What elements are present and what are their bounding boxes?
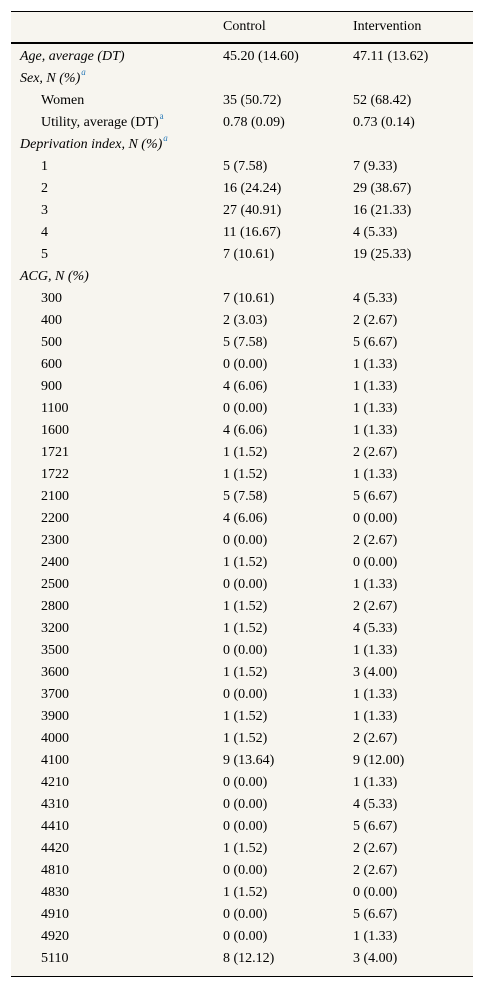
cell-control: 1 (1.52) <box>223 621 268 636</box>
table-row <box>11 860 473 882</box>
row-label-text: 2400 <box>41 555 69 570</box>
table-row <box>11 200 473 222</box>
cell-control: 27 (40.91) <box>223 203 282 218</box>
cell-intervention: 1 (1.33) <box>353 401 398 416</box>
row-label <box>41 288 62 310</box>
cell-control: 35 (50.72) <box>223 93 282 108</box>
cell-control: 0 (0.00) <box>223 687 268 702</box>
row-label <box>41 904 69 926</box>
row-label <box>41 948 68 970</box>
row-label-text: 4830 <box>41 885 69 900</box>
row-label-text: 1600 <box>41 423 69 438</box>
table-row <box>11 904 473 926</box>
header-control: Control <box>223 19 266 34</box>
cell-control: 1 (1.52) <box>223 709 268 724</box>
cell-intervention: 4 (5.33) <box>353 225 398 240</box>
row-label <box>41 310 62 332</box>
row-label <box>41 574 69 596</box>
row-label-text: 1722 <box>41 467 69 482</box>
row-label <box>41 464 69 486</box>
table-row <box>11 266 473 288</box>
row-label <box>41 398 68 420</box>
cell-control: 9 (13.64) <box>223 753 275 768</box>
cell-control: 2 (3.03) <box>223 313 268 328</box>
header-intervention: Intervention <box>353 19 422 34</box>
row-label <box>41 860 69 882</box>
table-row <box>11 640 473 662</box>
cell-control: 7 (10.61) <box>223 291 275 306</box>
table-row <box>11 816 473 838</box>
table-row <box>11 882 473 904</box>
table-row <box>11 134 473 156</box>
row-label <box>41 222 48 244</box>
cell-control: 5 (7.58) <box>223 335 268 350</box>
footnote-marker[interactable]: a <box>163 133 168 144</box>
cell-control: 4 (6.06) <box>223 379 268 394</box>
cell-control: 1 (1.52) <box>223 665 268 680</box>
cell-control: 1 (1.52) <box>223 599 268 614</box>
row-label <box>41 178 48 200</box>
row-label <box>41 486 69 508</box>
row-label <box>41 156 48 178</box>
cell-intervention: 2 (2.67) <box>353 445 398 460</box>
row-label-text: 2100 <box>41 489 69 504</box>
row-label-text: 4 <box>41 225 48 240</box>
row-label-text: Age, average (DT) <box>20 49 125 64</box>
cell-intervention: 3 (4.00) <box>353 665 398 680</box>
cell-intervention: 5 (6.67) <box>353 819 398 834</box>
row-label-text: 2800 <box>41 599 69 614</box>
table-row <box>11 398 473 420</box>
cell-intervention: 4 (5.33) <box>353 621 398 636</box>
table-row <box>11 926 473 948</box>
table-row <box>11 486 473 508</box>
cell-intervention: 2 (2.67) <box>353 533 398 548</box>
table-row <box>11 288 473 310</box>
row-label <box>41 926 69 948</box>
row-label-text: 5110 <box>41 951 69 966</box>
cell-control: 0 (0.00) <box>223 907 268 922</box>
row-label-text: 500 <box>41 335 62 350</box>
row-label <box>41 838 69 860</box>
cell-intervention: 47.11 (13.62) <box>353 49 429 64</box>
row-label-text: 2200 <box>41 511 69 526</box>
table-row <box>11 376 473 398</box>
row-label <box>41 794 69 816</box>
cell-intervention: 0 (0.00) <box>353 885 398 900</box>
row-label-text: Sex, N (%) <box>20 71 81 86</box>
cell-intervention: 2 (2.67) <box>353 599 398 614</box>
row-label-text: 1 <box>41 159 48 174</box>
cell-intervention: 0 (0.00) <box>353 555 398 570</box>
row-label-text: Deprivation index, N (%) <box>20 137 163 152</box>
table-row <box>11 772 473 794</box>
cell-intervention: 4 (5.33) <box>353 291 398 306</box>
cell-intervention: 4 (5.33) <box>353 797 398 812</box>
cell-control: 11 (16.67) <box>223 225 281 240</box>
row-label <box>41 112 164 134</box>
row-label-text: 4310 <box>41 797 69 812</box>
row-label-text: Women <box>41 93 85 108</box>
row-label-text: 600 <box>41 357 62 372</box>
cell-control: 0.78 (0.09) <box>223 115 285 130</box>
cell-control: 0 (0.00) <box>223 577 268 592</box>
table-row <box>11 662 473 684</box>
row-label-text: Utility, average (DT) <box>41 115 159 130</box>
cell-intervention: 7 (9.33) <box>353 159 398 174</box>
row-label <box>41 596 69 618</box>
cell-control: 0 (0.00) <box>223 775 268 790</box>
row-label-text: 4100 <box>41 753 69 768</box>
cell-control: 0 (0.00) <box>223 863 268 878</box>
table-row <box>11 508 473 530</box>
cell-control: 16 (24.24) <box>223 181 282 196</box>
cell-intervention: 2 (2.67) <box>353 863 398 878</box>
cell-intervention: 16 (21.33) <box>353 203 412 218</box>
row-label <box>41 354 62 376</box>
cell-control: 1 (1.52) <box>223 467 268 482</box>
row-label <box>41 750 69 772</box>
cell-control: 7 (10.61) <box>223 247 275 262</box>
cell-control: 1 (1.52) <box>223 555 268 570</box>
row-label <box>41 772 69 794</box>
row-label-text: 1721 <box>41 445 69 460</box>
row-label <box>41 332 62 354</box>
table-row <box>11 618 473 640</box>
cell-control: 1 (1.52) <box>223 731 268 746</box>
row-label-text: 4910 <box>41 907 69 922</box>
row-label <box>41 200 48 222</box>
table-row <box>11 68 473 90</box>
row-label <box>41 508 69 530</box>
cell-intervention: 1 (1.33) <box>353 379 398 394</box>
cell-control: 0 (0.00) <box>223 357 268 372</box>
cell-control: 45.20 (14.60) <box>223 49 299 64</box>
cell-intervention: 1 (1.33) <box>353 709 398 724</box>
row-label-text: 3 <box>41 203 48 218</box>
table-row <box>11 46 473 68</box>
row-label-text: 3500 <box>41 643 69 658</box>
row-label-text: 2 <box>41 181 48 196</box>
table-row <box>11 222 473 244</box>
cell-intervention: 1 (1.33) <box>353 577 398 592</box>
cell-intervention: 19 (25.33) <box>353 247 412 262</box>
cell-intervention: 2 (2.67) <box>353 313 398 328</box>
table-row <box>11 706 473 728</box>
cell-intervention: 5 (6.67) <box>353 335 398 350</box>
table-row <box>11 90 473 112</box>
cell-intervention: 1 (1.33) <box>353 423 398 438</box>
table-row <box>11 552 473 574</box>
table-row <box>11 684 473 706</box>
row-label <box>41 706 69 728</box>
row-label-text: 3600 <box>41 665 69 680</box>
table-row <box>11 332 473 354</box>
table-row <box>11 794 473 816</box>
row-label-text: 300 <box>41 291 62 306</box>
row-label-text: 4210 <box>41 775 69 790</box>
row-label <box>41 442 69 464</box>
row-label-text: 4920 <box>41 929 69 944</box>
cell-intervention: 5 (6.67) <box>353 907 398 922</box>
cell-intervention: 0.73 (0.14) <box>353 115 415 130</box>
table-row <box>11 420 473 442</box>
cell-intervention: 1 (1.33) <box>353 775 398 790</box>
cell-intervention: 9 (12.00) <box>353 753 405 768</box>
row-label-text: 2300 <box>41 533 69 548</box>
cell-intervention: 1 (1.33) <box>353 467 398 482</box>
row-label-text: 4810 <box>41 863 69 878</box>
row-label-text: 1100 <box>41 401 69 416</box>
cell-intervention: 5 (6.67) <box>353 489 398 504</box>
cell-intervention: 1 (1.33) <box>353 929 398 944</box>
table-row <box>11 442 473 464</box>
row-label <box>41 728 69 750</box>
row-label <box>41 530 69 552</box>
row-label-text: 3200 <box>41 621 69 636</box>
table-row <box>11 156 473 178</box>
cell-intervention: 1 (1.33) <box>353 643 398 658</box>
row-label-text: 3700 <box>41 687 69 702</box>
cell-control: 0 (0.00) <box>223 533 268 548</box>
cell-control: 4 (6.06) <box>223 423 268 438</box>
table-row <box>11 354 473 376</box>
table-row <box>11 244 473 266</box>
row-label <box>20 134 168 156</box>
table-row <box>11 112 473 134</box>
cell-intervention: 1 (1.33) <box>353 357 398 372</box>
row-label <box>41 882 69 904</box>
cell-intervention: 2 (2.67) <box>353 731 398 746</box>
row-label-text: 3900 <box>41 709 69 724</box>
row-label-text: 2500 <box>41 577 69 592</box>
row-label <box>20 266 89 288</box>
data-table <box>11 11 473 977</box>
cell-control: 5 (7.58) <box>223 489 268 504</box>
table-row <box>11 838 473 860</box>
cell-intervention: 52 (68.42) <box>353 93 412 108</box>
cell-intervention: 0 (0.00) <box>353 511 398 526</box>
cell-intervention: 3 (4.00) <box>353 951 398 966</box>
row-label <box>41 420 69 442</box>
cell-intervention: 29 (38.67) <box>353 181 412 196</box>
cell-control: 1 (1.52) <box>223 841 268 856</box>
cell-control: 8 (12.12) <box>223 951 275 966</box>
table-row <box>11 728 473 750</box>
table-header-row <box>11 12 473 44</box>
row-label-text: 5 <box>41 247 48 262</box>
table-row <box>11 574 473 596</box>
cell-control: 0 (0.00) <box>223 797 268 812</box>
cell-intervention: 2 (2.67) <box>353 841 398 856</box>
cell-intervention: 1 (1.33) <box>353 687 398 702</box>
cell-control: 0 (0.00) <box>223 401 268 416</box>
row-label <box>41 816 69 838</box>
row-label <box>41 662 69 684</box>
table-row <box>11 310 473 332</box>
row-label <box>41 618 69 640</box>
cell-control: 5 (7.58) <box>223 159 268 174</box>
cell-control: 4 (6.06) <box>223 511 268 526</box>
footnote-marker[interactable]: a <box>81 67 86 78</box>
table-row <box>11 948 473 970</box>
row-label-text: 4410 <box>41 819 69 834</box>
table-row <box>11 178 473 200</box>
cell-control: 1 (1.52) <box>223 445 268 460</box>
row-label <box>41 684 69 706</box>
row-label <box>20 46 125 68</box>
table-row <box>11 750 473 772</box>
row-label <box>41 376 62 398</box>
table-row <box>11 596 473 618</box>
row-label-text: 400 <box>41 313 62 328</box>
row-label-text: 4420 <box>41 841 69 856</box>
row-label-text: 4000 <box>41 731 69 746</box>
cell-control: 0 (0.00) <box>223 819 268 834</box>
row-label <box>41 552 69 574</box>
row-label <box>20 68 86 90</box>
footnote-marker[interactable]: a <box>159 111 164 122</box>
row-label <box>41 244 48 266</box>
table-row <box>11 464 473 486</box>
row-label-text: ACG, N (%) <box>20 269 89 284</box>
cell-control: 0 (0.00) <box>223 643 268 658</box>
row-label <box>41 640 69 662</box>
row-label <box>41 90 84 112</box>
cell-control: 0 (0.00) <box>223 929 268 944</box>
table-row <box>11 530 473 552</box>
cell-control: 1 (1.52) <box>223 885 268 900</box>
row-label-text: 900 <box>41 379 62 394</box>
